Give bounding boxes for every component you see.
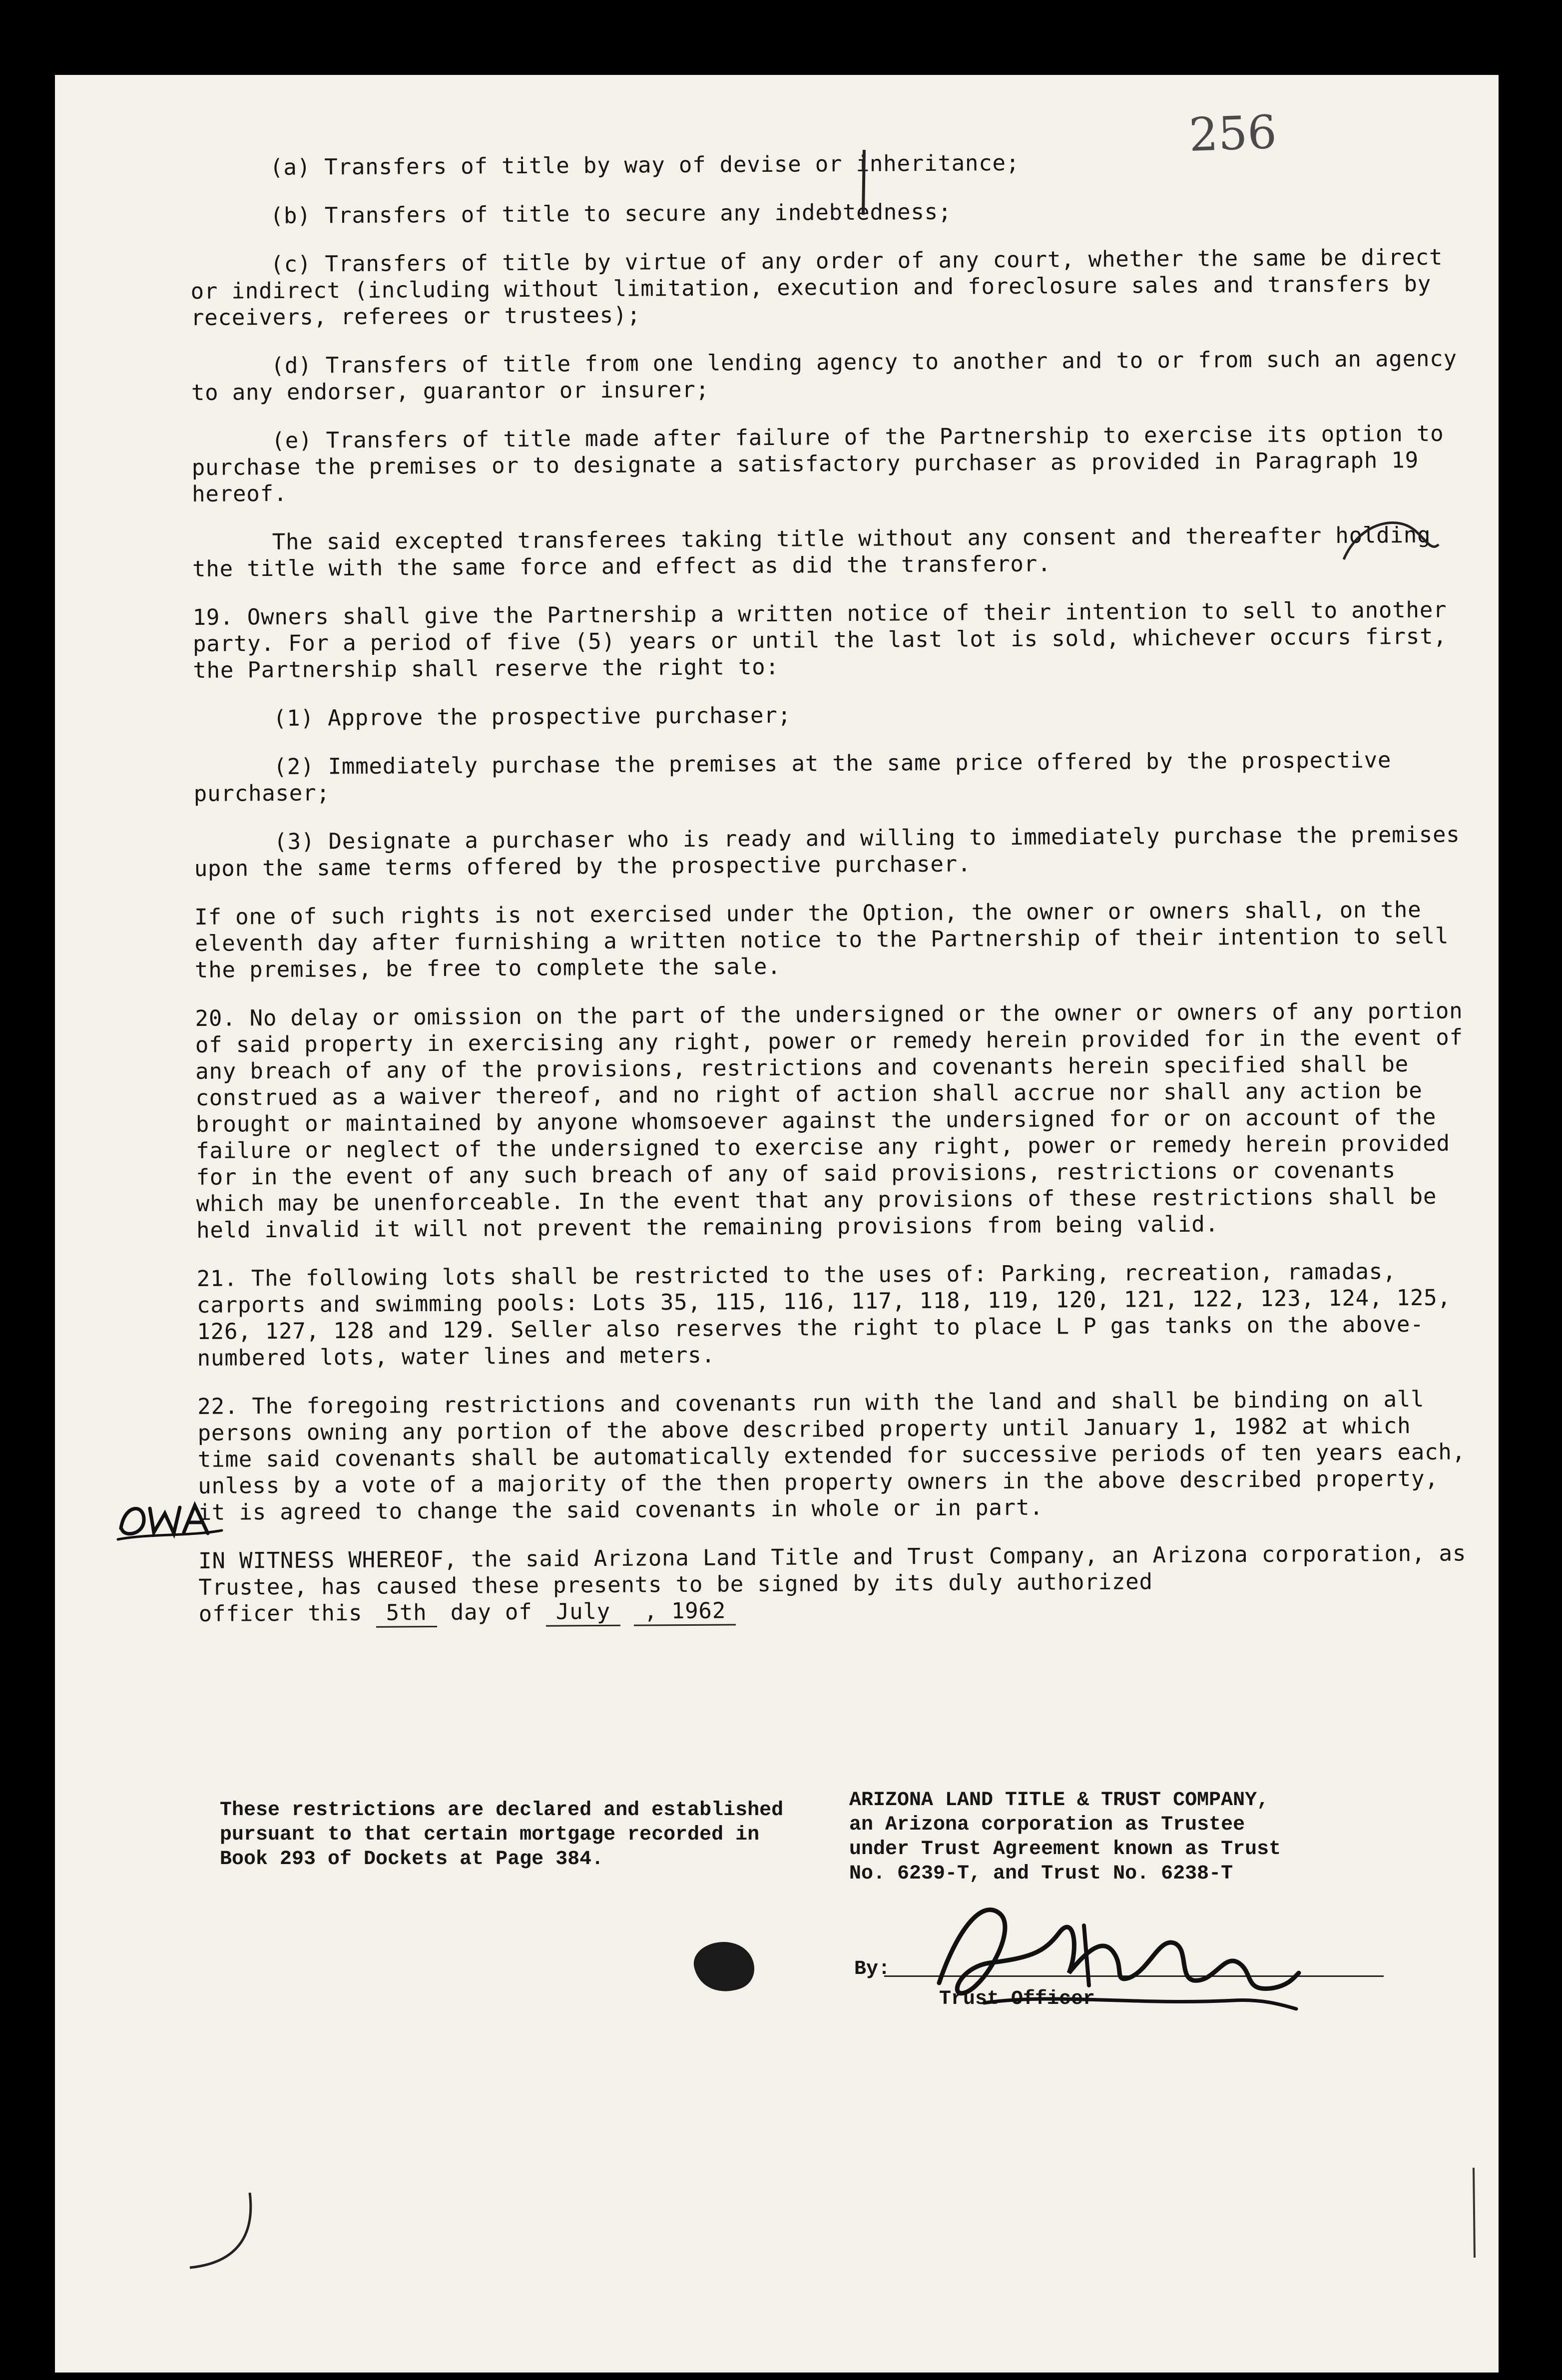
paragraph-19-1: (1) Approve the prospective purchaser; xyxy=(273,702,792,732)
paragraph-19-2: (2) Immediately purchase the premises at the same price offered by the prospective purchaser; xyxy=(193,747,1392,807)
trustee-block xyxy=(849,1788,1449,1886)
page-number: 256 xyxy=(1188,105,1278,162)
pen-stroke xyxy=(854,145,874,220)
date-year: , 1962 xyxy=(634,1597,736,1626)
paragraph-19-intro: 19. Owners shall give the Partnership a written notice of their intention to sell to another party. For a period of five (5) years or until the last lot is sold, whichever occurs first, the Partnership shall reserve the right to: xyxy=(192,597,1447,683)
restrictions-text xyxy=(190,147,1478,1651)
pen-stroke xyxy=(1339,504,1449,584)
paragraph-22: 22. The foregoing restrictions and covenants run with the land and shall be binding on all persons owning any portion of the above described property until January 1, 1982 at which time said covenants shall be automatically extended for successive periods of ten years each, unless by a vote of a majority of the then property owners in the above described property, it is agreed to change the said covenants in whole or in part. xyxy=(197,1386,1466,1525)
document-page xyxy=(55,75,1499,2373)
margin-initials-mark xyxy=(115,1493,225,1543)
paragraph-20: 20. No delay or omission on the part of the undersigned or the owner or owners of any portion of said property in exercising any right, power or remedy herein provided for in the event of any breach of any of the provisions, restrictions and covenants herein specified shall be construed as a waiver thereof, and no right of action shall accrue nor shall any action be brought or maintained by anyone whomsoever against the undersigned for or on account of the failure or neglect of the undersigned to exercise any right, power or remedy herein provided for in the event of any such breach of any of said provisions, restrictions or covenants which may be unenforceable. In the event that any provisions of these restrictions shall be held invalid it will not prevent the remaining provisions from being valid. xyxy=(195,998,1463,1243)
excepted-transferees: The said excepted transferees taking title without any consent and thereafter holding the title with the same force and effect as did the transferor. xyxy=(192,522,1431,582)
trustee-line-1: ARIZONA LAND TITLE & TRUST COMPANY, xyxy=(849,1789,1269,1812)
trustee-line-4: No. 6239-T, and Trust No. 6238-T xyxy=(849,1863,1233,1885)
paragraph-19-3: (3) Designate a purchaser who is ready and willing to immediately purchase the premises upon the same terms offered by the prospective purchaser. xyxy=(194,822,1460,882)
paragraph-19-close: If one of such rights is not exercised under the Option, the owner or owners shall, on the eleventh day after furnishing a written notice to the Partnership of their intention to sell the premises, be free to complete the sale. xyxy=(194,897,1449,983)
paragraph-e: (e) Transfers of title made after failure of the Partnership to exercise its option to purchase the premises or to designate a satisfactory purchaser as provided in Paragraph 19 hereof. xyxy=(191,421,1444,507)
trustee-line-2: an Arizona corporation as Trustee xyxy=(849,1814,1245,1836)
date-day: 5th xyxy=(376,1599,437,1628)
witness-text: IN WITNESS WHEREOF, the said Arizona Land Title and Trust Company, an Arizona corporation, as Trustee, has caused these presents to be signed by its duly authorized xyxy=(198,1540,1467,1600)
paragraph-b: (b) Transfers of title to secure any indebtedness; xyxy=(270,199,952,229)
ink-blot xyxy=(684,1933,764,1998)
date-month: July xyxy=(546,1598,621,1627)
scan-edge-mark xyxy=(1444,2163,1489,2263)
date-middle: day of xyxy=(450,1599,532,1625)
pen-stroke xyxy=(180,2188,280,2278)
paragraph-a: (a) Transfers of title by way of devise or inheritance; xyxy=(270,150,1020,181)
paragraph-21: 21. The following lots shall be restricted to the uses of: Parking, recreation, ramadas, carports and swimming pools: Lots 35, 115, 116, 117, 118, 119, 120, 121, 122, 123, 124, 125, 126, 127, 128 and 129. Seller also reserves the right to place L P gas tanks on the above-numbered lots, water lines and meters. xyxy=(196,1259,1451,1371)
recording-note: These restrictions are declared and established pursuant to that certain mortgage recorded in Book 293 of Dockets at Page 384. xyxy=(220,1799,784,1871)
paragraph-c: (c) Transfers of title by virtue of any order of any court, whether the same be direct or indirect (including without limitation, execution and foreclosure sales and transfers by receivers, referees or trustees); xyxy=(190,244,1443,331)
date-prefix: officer this xyxy=(198,1600,363,1627)
paragraph-d: (d) Transfers of title from one lending agency to another and to or from such an agency to any endorser, guarantor or insurer; xyxy=(191,346,1457,406)
handwritten-signature xyxy=(924,1878,1304,2028)
by-label: By: xyxy=(854,1958,891,1980)
trustee-line-3: under Trust Agreement known as Trust xyxy=(849,1838,1281,1861)
trust-officer-title: Trust Officer xyxy=(939,1988,1095,2010)
witness-clause xyxy=(198,1540,1478,1601)
